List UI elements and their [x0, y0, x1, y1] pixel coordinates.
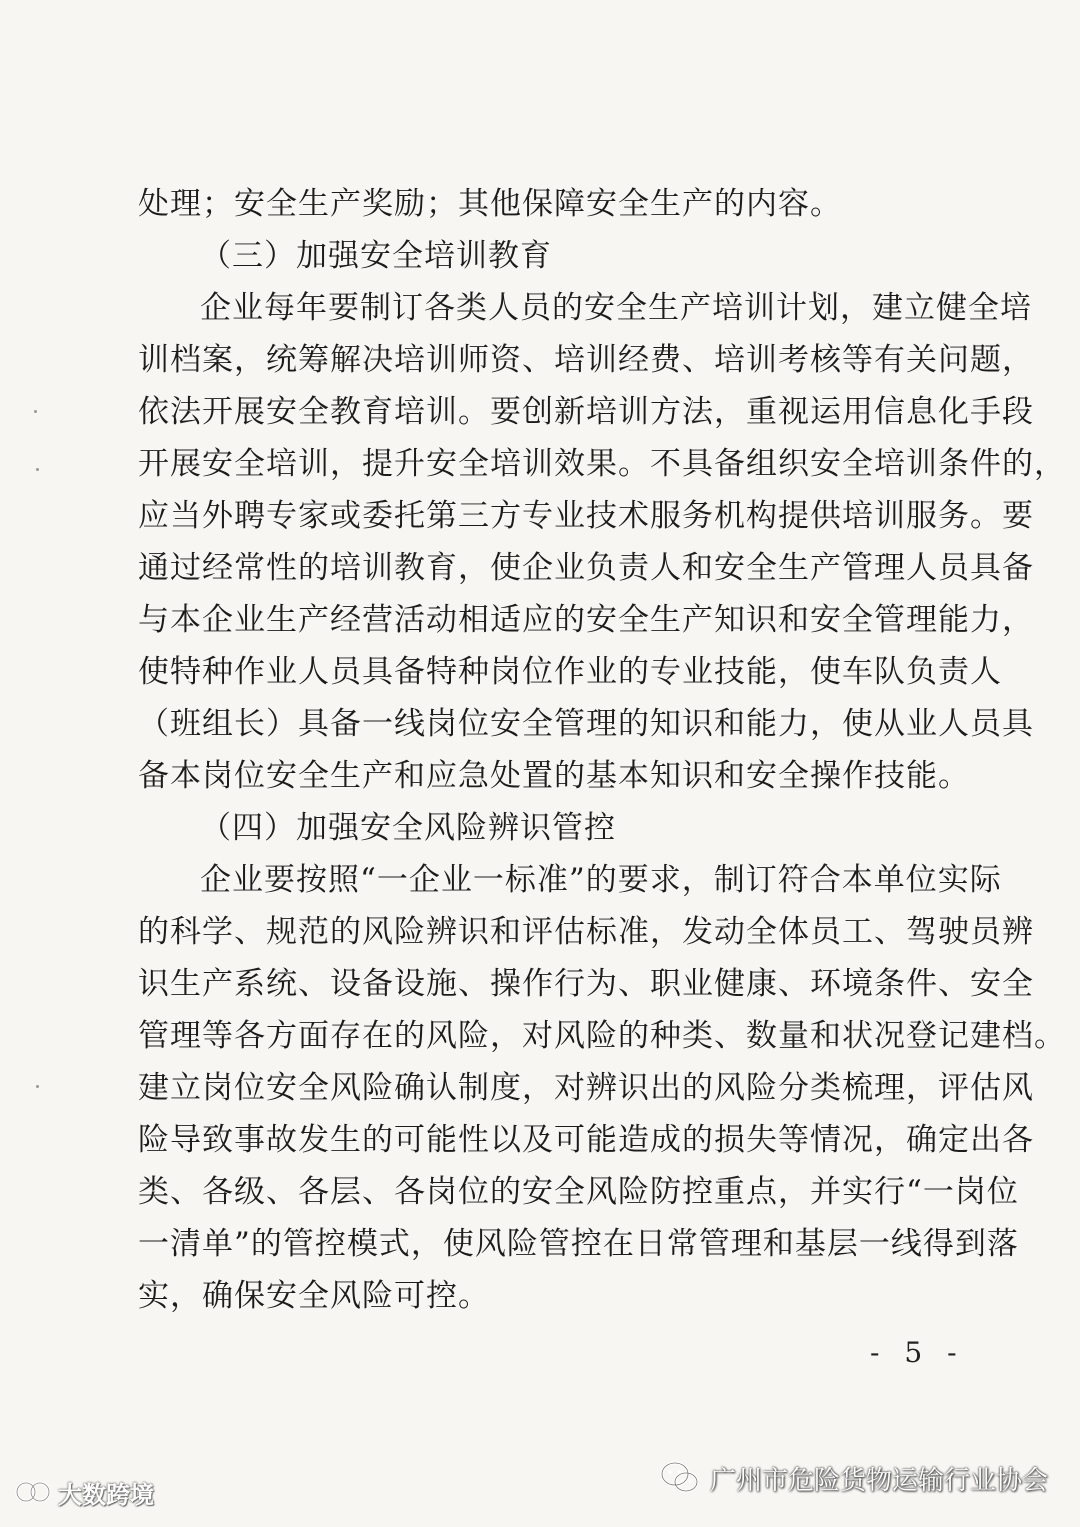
- body-line: 处理；安全生产奖励；其他保障安全生产的内容。: [138, 186, 842, 222]
- wechat-icon: [660, 1461, 700, 1495]
- body-line: 依法开展安全教育培训。要创新培训方法，重视运用信息化手段: [138, 394, 1034, 430]
- section-heading-3: （三）加强安全培训教育: [200, 238, 552, 274]
- page-number: - 5 -: [870, 1336, 965, 1369]
- watermark-left: [14, 1472, 154, 1512]
- body-line: 类、各级、各层、各岗位的安全风险防控重点，并实行“一岗位: [138, 1174, 1019, 1210]
- body-line: 训档案，统筹解决培训师资、培训经费、培训考核等有关问题，: [138, 342, 1034, 378]
- body-line: （班组长）具备一线岗位安全管理的知识和能力，使从业人员具: [138, 706, 1034, 742]
- watermark-left-text: 大数跨境: [58, 1480, 154, 1509]
- body-line: 备本岗位安全生产和应急处置的基本知识和安全操作技能。: [138, 758, 970, 794]
- body-line: 一清单”的管控模式，使风险管控在日常管理和基层一线得到落: [138, 1226, 1019, 1262]
- watermark-right: [660, 1458, 1048, 1498]
- body-line: 应当外聘专家或委托第三方专业技术服务机构提供培训服务。要: [138, 498, 1034, 534]
- brand-logo-icon: [14, 1479, 52, 1505]
- body-line: 险导致事故发生的可能性以及可能造成的损失等情况，确定出各: [138, 1122, 1034, 1158]
- body-line: 建立岗位安全风险确认制度，对辨识出的风险分类梳理，评估风: [138, 1070, 1034, 1106]
- body-line: 管理等各方面存在的风险，对风险的种类、数量和状况登记建档。: [138, 1018, 1066, 1054]
- body-line: 企业每年要制订各类人员的安全生产培训计划，建立健全培: [200, 290, 1032, 326]
- body-line: 识生产系统、设备设施、操作行为、职业健康、环境条件、安全: [138, 966, 1034, 1002]
- margin-mark: [34, 410, 37, 413]
- margin-mark: [36, 468, 39, 471]
- body-line: 通过经常性的培训教育，使企业负责人和安全生产管理人员具备: [138, 550, 1034, 586]
- watermark-right-text: 广州市危险货物运输行业协会: [709, 1465, 1048, 1496]
- body-line: 使特种作业人员具备特种岗位作业的专业技能，使车队负责人: [138, 654, 1002, 690]
- body-line: 的科学、规范的风险辨识和评估标准，发动全体员工、驾驶员辨: [138, 914, 1034, 950]
- section-heading-4: （四）加强安全风险辨识管控: [200, 810, 616, 846]
- body-line: 开展安全培训，提升安全培训效果。不具备组织安全培训条件的，: [138, 446, 1066, 482]
- body-line: 实，确保安全风险可控。: [138, 1278, 490, 1314]
- body-line: 企业要按照“一企业一标准”的要求，制订符合本单位实际: [200, 862, 1002, 898]
- body-line: 与本企业生产经营活动相适应的安全生产知识和安全管理能力，: [138, 602, 1034, 638]
- margin-mark: [36, 1085, 39, 1088]
